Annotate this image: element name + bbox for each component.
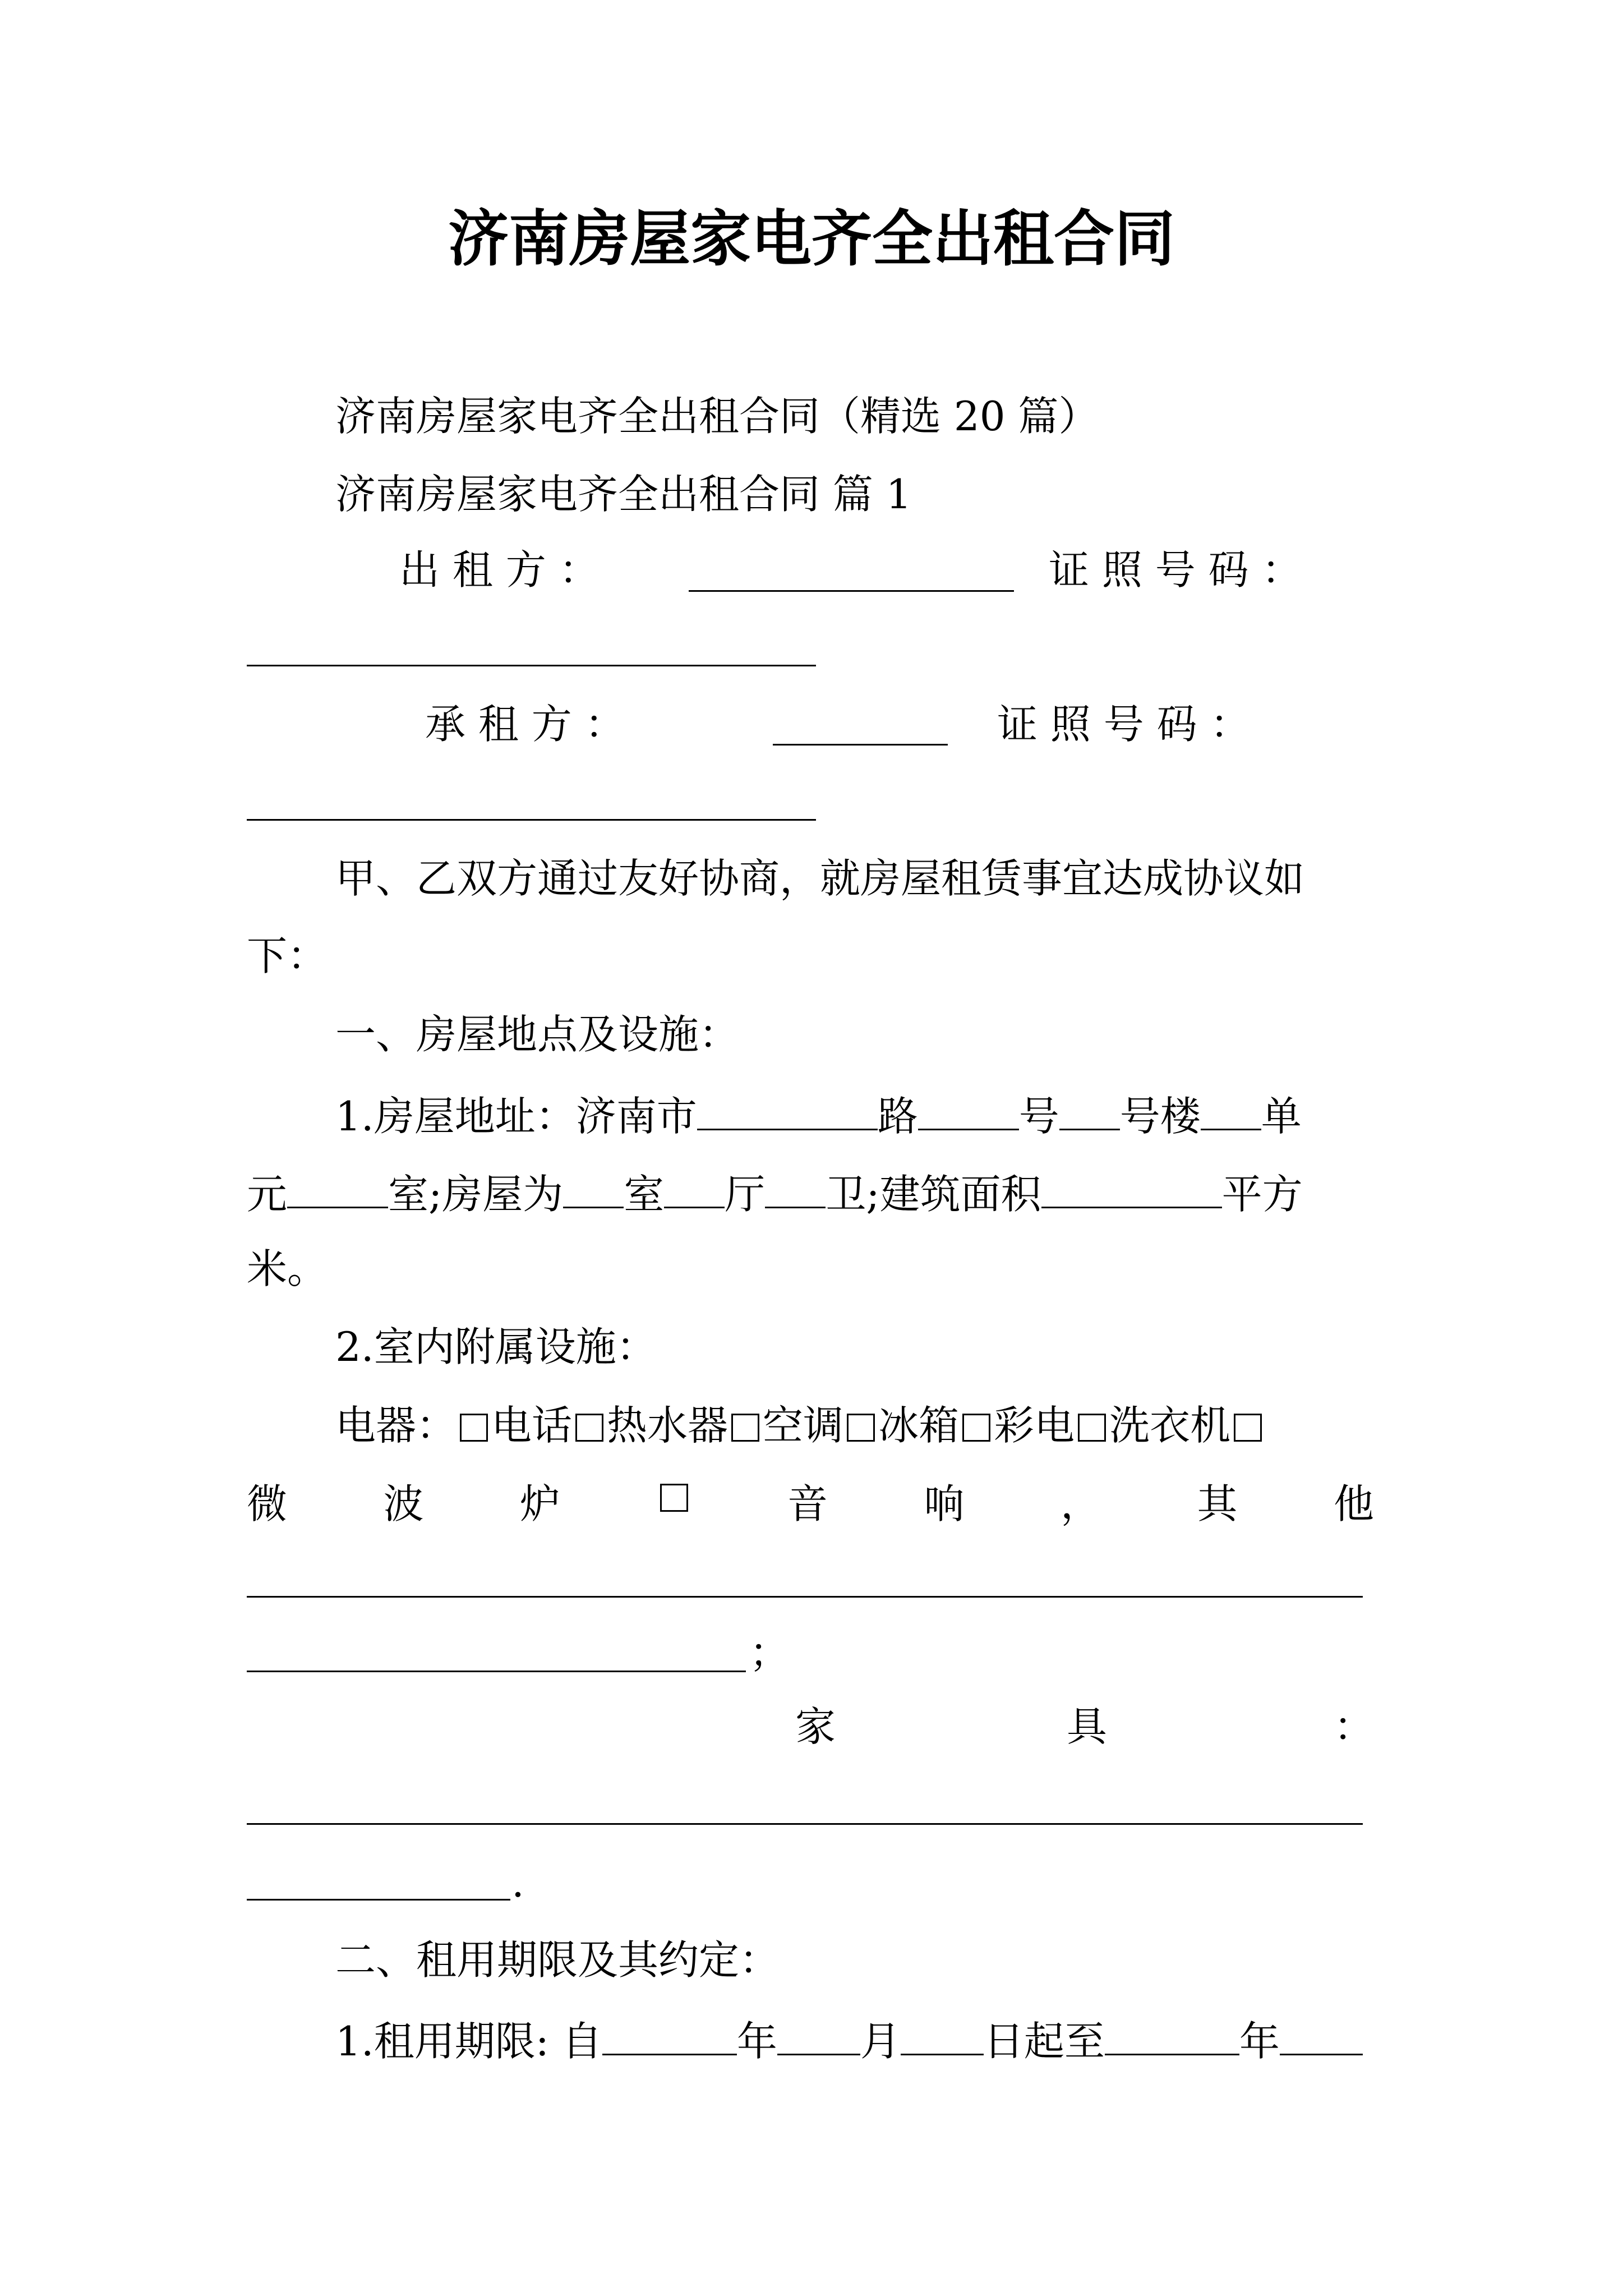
- area-unit-a: 平方: [1221, 1171, 1303, 1218]
- appliance-item: 热水器: [607, 1402, 728, 1449]
- wei-label: 卫;建筑面积: [826, 1171, 1041, 1218]
- part-heading: 济南房屋家电齐全出租合同 篇 1: [335, 471, 912, 518]
- lessee-label: 承 租 方 ：: [425, 701, 625, 748]
- furniture-blank-1: [247, 1823, 1363, 1825]
- room-no-blank: [287, 1171, 388, 1208]
- section-2-heading: 二、租用期限及其约定：: [335, 1936, 780, 1984]
- appliance-char: 微: [247, 1480, 288, 1527]
- term-start-month-blank: [777, 2018, 860, 2055]
- lessee-blank: [773, 744, 948, 746]
- lessor-label: 出 租 方 ：: [399, 546, 600, 593]
- appliance-item: 洗衣机: [1109, 1402, 1231, 1449]
- address-line-2: [247, 1171, 1303, 1218]
- section-1-heading: 一、房屋地点及设施：: [335, 1011, 740, 1058]
- checkbox-icon[interactable]: [731, 1414, 759, 1442]
- number-blank: [918, 1093, 1019, 1130]
- subtitle: 济南房屋家电齐全出租合同（精选 20 篇）: [335, 393, 1099, 440]
- term-month-label: 月: [860, 2018, 901, 2065]
- building-blank: [1059, 1093, 1120, 1130]
- area-unit-b: 米。: [247, 1245, 328, 1292]
- ting-label: 厅: [725, 1171, 766, 1218]
- address-line-1: [335, 1093, 1302, 1140]
- checkbox-icon[interactable]: [1078, 1414, 1106, 1442]
- appliances-line-1: [335, 1402, 1265, 1449]
- shi-label: 室: [624, 1171, 665, 1218]
- appliance-char: 响: [924, 1480, 965, 1527]
- room-label: 室;房屋为: [388, 1171, 564, 1218]
- unit-label-second: 元: [247, 1171, 288, 1218]
- lessor-id-label: 证 照 号 码 ：: [1049, 546, 1302, 593]
- unit-label-first: 单: [1261, 1093, 1302, 1140]
- appliances-other-blank-1: [247, 1596, 1363, 1598]
- checkbox-icon[interactable]: [460, 1414, 488, 1442]
- appliances-line-2: [247, 1480, 1374, 1527]
- appliance-item: 冰箱: [878, 1402, 960, 1449]
- appliance-char: 波: [383, 1480, 424, 1527]
- furniture-char-3: ：: [1334, 1703, 1375, 1750]
- checkbox-icon[interactable]: [660, 1484, 688, 1512]
- term-end-year-blank: [1105, 2018, 1239, 2055]
- document-title: 济南房屋家电齐全出租合同: [448, 204, 1175, 274]
- term-year-label: 年: [736, 2018, 777, 2065]
- appliance-char: 他: [1333, 1480, 1374, 1527]
- address-item-no: 1.: [335, 1093, 374, 1140]
- shi-blank: [563, 1171, 624, 1208]
- appliances-label: 电器：: [335, 1402, 457, 1449]
- number-label: 号: [1018, 1093, 1059, 1140]
- lessor-blank: [689, 590, 1014, 592]
- lessor-id-blank: [247, 665, 816, 666]
- appliance-item: 空调: [763, 1402, 844, 1449]
- unit-blank: [1201, 1093, 1261, 1130]
- term-start-year-blank: [602, 2018, 737, 2055]
- appliances-end: ；: [749, 1629, 790, 1676]
- appliance-char: ，: [1060, 1480, 1101, 1527]
- address-label: 房屋地址：济南市: [374, 1093, 697, 1140]
- term-year2-label: 年: [1239, 2018, 1280, 2065]
- ting-blank: [664, 1171, 725, 1208]
- furniture-blank-2: [247, 1899, 510, 1901]
- building-label: 号楼: [1119, 1093, 1201, 1140]
- appliance-item: 彩电: [994, 1402, 1075, 1449]
- term-end-month-blank: [1280, 2018, 1363, 2055]
- term-start-day-blank: [901, 2018, 984, 2055]
- road-blank: [697, 1093, 878, 1130]
- appliances-other-blank-2: [247, 1671, 746, 1672]
- lessee-id-blank: [247, 819, 816, 821]
- wei-blank: [765, 1171, 826, 1208]
- lessee-id-label: 证 照 号 码 ：: [997, 701, 1251, 748]
- appliance-char: 炉: [520, 1480, 561, 1527]
- checkbox-icon[interactable]: [575, 1414, 603, 1442]
- area-blank: [1041, 1171, 1222, 1208]
- furniture-char-2: 具: [1067, 1703, 1108, 1750]
- checkbox-icon[interactable]: [962, 1414, 990, 1442]
- appliance-item: 电话: [491, 1402, 573, 1449]
- facilities-heading: 2.室内附属设施：: [335, 1323, 657, 1370]
- term-line: [335, 2018, 1363, 2065]
- checkbox-icon[interactable]: [847, 1414, 875, 1442]
- intro-line-1: 甲、乙双方通过友好协商，就房屋租赁事宜达成协议如: [335, 855, 1305, 902]
- term-day-from-label: 日起至: [983, 2018, 1105, 2065]
- appliance-char: 其: [1197, 1480, 1238, 1527]
- appliance-char: 音: [787, 1480, 828, 1527]
- furniture-char-1: 家: [795, 1703, 836, 1750]
- intro-line-2: 下：: [247, 932, 328, 979]
- road-label: 路: [877, 1093, 918, 1140]
- term-label: 1.租用期限: 自: [335, 2018, 602, 2065]
- checkbox-icon[interactable]: [1234, 1414, 1262, 1442]
- furniture-end: .: [511, 1859, 524, 1906]
